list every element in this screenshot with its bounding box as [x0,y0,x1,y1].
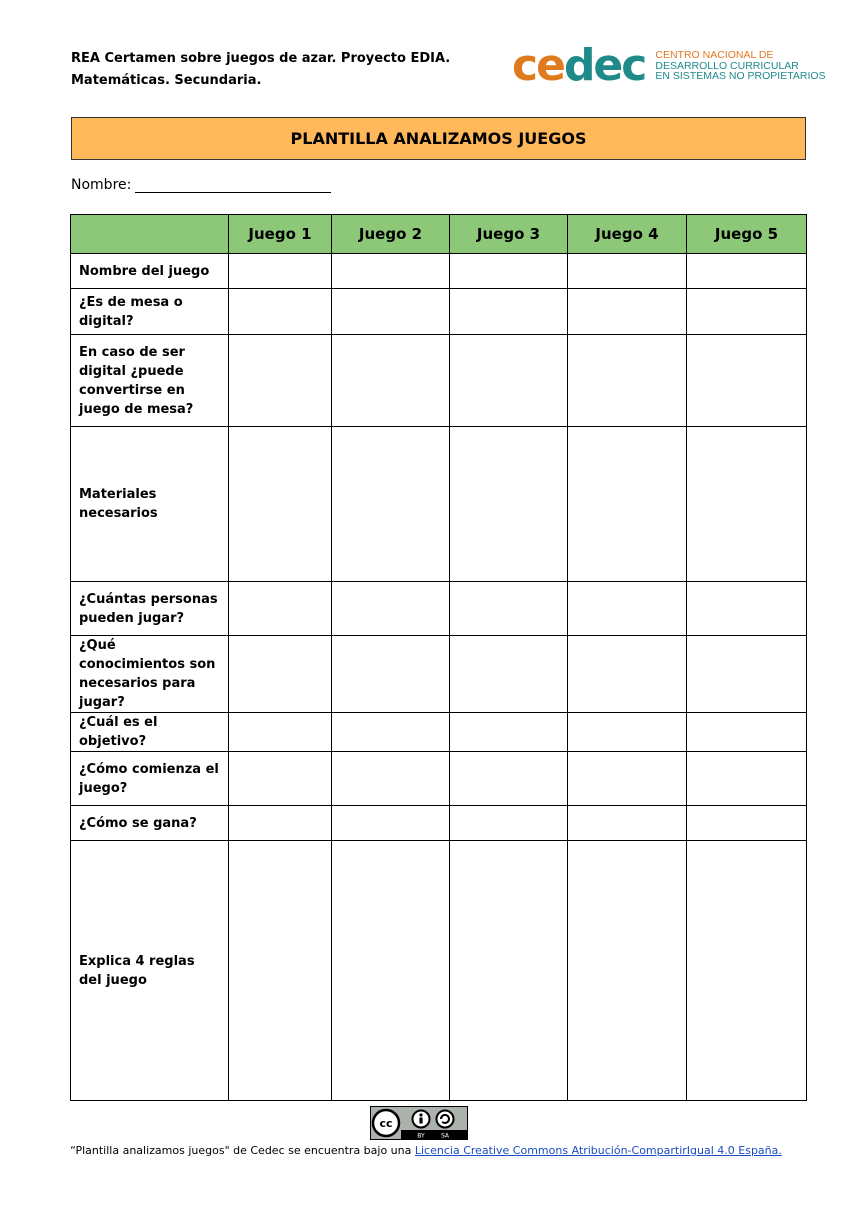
row-label: Materiales necesarios [71,427,229,582]
table-cell[interactable] [687,427,807,582]
logo-subtitle [655,50,825,82]
table-cell[interactable] [687,289,807,335]
table-cell[interactable] [332,713,450,752]
table-cell[interactable] [450,752,568,806]
table-cell[interactable] [450,254,568,289]
logo-wordmark [512,40,646,91]
cc-license-icon [371,1107,467,1139]
column-header: Juego 4 [568,215,687,254]
table-header-row [71,215,807,254]
logo-sub-1: CENTRO NACIONAL DE [655,49,774,62]
table-cell[interactable] [450,289,568,335]
table-cell[interactable] [332,289,450,335]
cc-by-sa-badge [370,1106,468,1140]
row-label: En caso de ser digital ¿puede convertirse en juego de mesa? [71,335,229,427]
column-header: Juego 2 [332,215,450,254]
nombre-input-line[interactable] [135,177,331,193]
table-row [71,636,807,713]
column-header: Juego 3 [450,215,568,254]
table-cell[interactable] [568,636,687,713]
table-cell[interactable] [450,636,568,713]
license-footer [0,1144,852,1157]
table-row [71,289,807,335]
license-link[interactable]: Licencia Creative Commons Atribución-CompartirIgual 4.0 España. [414,1144,782,1157]
table-cell[interactable] [687,636,807,713]
table-cell[interactable] [229,427,332,582]
table-cell[interactable] [568,752,687,806]
nombre-field [71,177,331,193]
cedec-logo [512,40,826,91]
row-label: ¿Cómo comienza el juego? [71,752,229,806]
table-cell[interactable] [229,335,332,427]
table-cell[interactable] [450,806,568,841]
table-cell[interactable] [450,841,568,1101]
table-cell[interactable] [450,335,568,427]
row-label: ¿Cómo se gana? [71,806,229,841]
table-cell[interactable] [687,806,807,841]
svg-text:cc: cc [379,1117,393,1130]
table-row [71,254,807,289]
column-header: Juego 5 [687,215,807,254]
table-cell[interactable] [568,582,687,636]
table-cell[interactable] [687,254,807,289]
table-cell[interactable] [687,335,807,427]
table-row [71,582,807,636]
table-cell[interactable] [568,806,687,841]
table-cell[interactable] [687,841,807,1101]
table-cell[interactable] [229,841,332,1101]
table-cell[interactable] [568,841,687,1101]
table-cell[interactable] [687,582,807,636]
table-cell[interactable] [332,254,450,289]
cc-badge-by: BY [417,1132,425,1139]
table-cell[interactable] [450,713,568,752]
table-cell[interactable] [229,254,332,289]
games-table [70,214,807,1101]
logo-sub-3: EN SISTEMAS NO PROPIETARIOS [655,70,826,83]
license-text: “Plantilla analizamos juegos" de Cedec se encuentra bajo una [70,1144,412,1157]
table-cell[interactable] [332,335,450,427]
table-row [71,713,807,752]
document-header [71,48,450,92]
table-cell[interactable] [568,289,687,335]
table-cell[interactable] [332,806,450,841]
table-cell[interactable] [229,582,332,636]
table-cell[interactable] [332,841,450,1101]
logo-word-dec: dec [563,40,646,91]
row-label: ¿Qué conocimientos son necesarios para jugar? [71,636,229,713]
table-cell[interactable] [229,636,332,713]
table-cell[interactable] [332,582,450,636]
row-label: ¿Cuántas personas pueden jugar? [71,582,229,636]
table-cell[interactable] [450,427,568,582]
logo-sub-2: DESARROLLO CURRICULAR [655,59,799,72]
header-corner-cell [71,215,229,254]
table-row [71,841,807,1101]
nombre-label: Nombre: [71,177,132,193]
table-cell[interactable] [332,636,450,713]
table-cell[interactable] [687,752,807,806]
cc-badge-sa: SA [440,1132,450,1139]
table-row [71,427,807,582]
table-cell[interactable] [229,752,332,806]
row-label: ¿Es de mesa o digital? [71,289,229,335]
page-title: PLANTILLA ANALIZAMOS JUEGOS [71,117,806,160]
table-row [71,752,807,806]
column-header: Juego 1 [229,215,332,254]
header-line-1: REA Certamen sobre juegos de azar. Proyecto EDIA. [71,51,451,66]
table-row [71,335,807,427]
table-row [71,806,807,841]
row-label: Nombre del juego [71,254,229,289]
header-line-2: Matemáticas. Secundaria. [71,73,262,88]
logo-word-ce: ce [512,40,564,91]
table-cell[interactable] [332,427,450,582]
row-label: ¿Cuál es el objetivo? [71,713,229,752]
table-cell[interactable] [332,752,450,806]
table-cell[interactable] [687,713,807,752]
table-cell[interactable] [450,582,568,636]
table-cell[interactable] [568,713,687,752]
table-cell[interactable] [568,335,687,427]
table-cell[interactable] [229,713,332,752]
table-cell[interactable] [568,254,687,289]
row-label: Explica 4 reglas del juego [71,841,229,1101]
table-cell[interactable] [229,289,332,335]
table-cell[interactable] [229,806,332,841]
table-cell[interactable] [568,427,687,582]
